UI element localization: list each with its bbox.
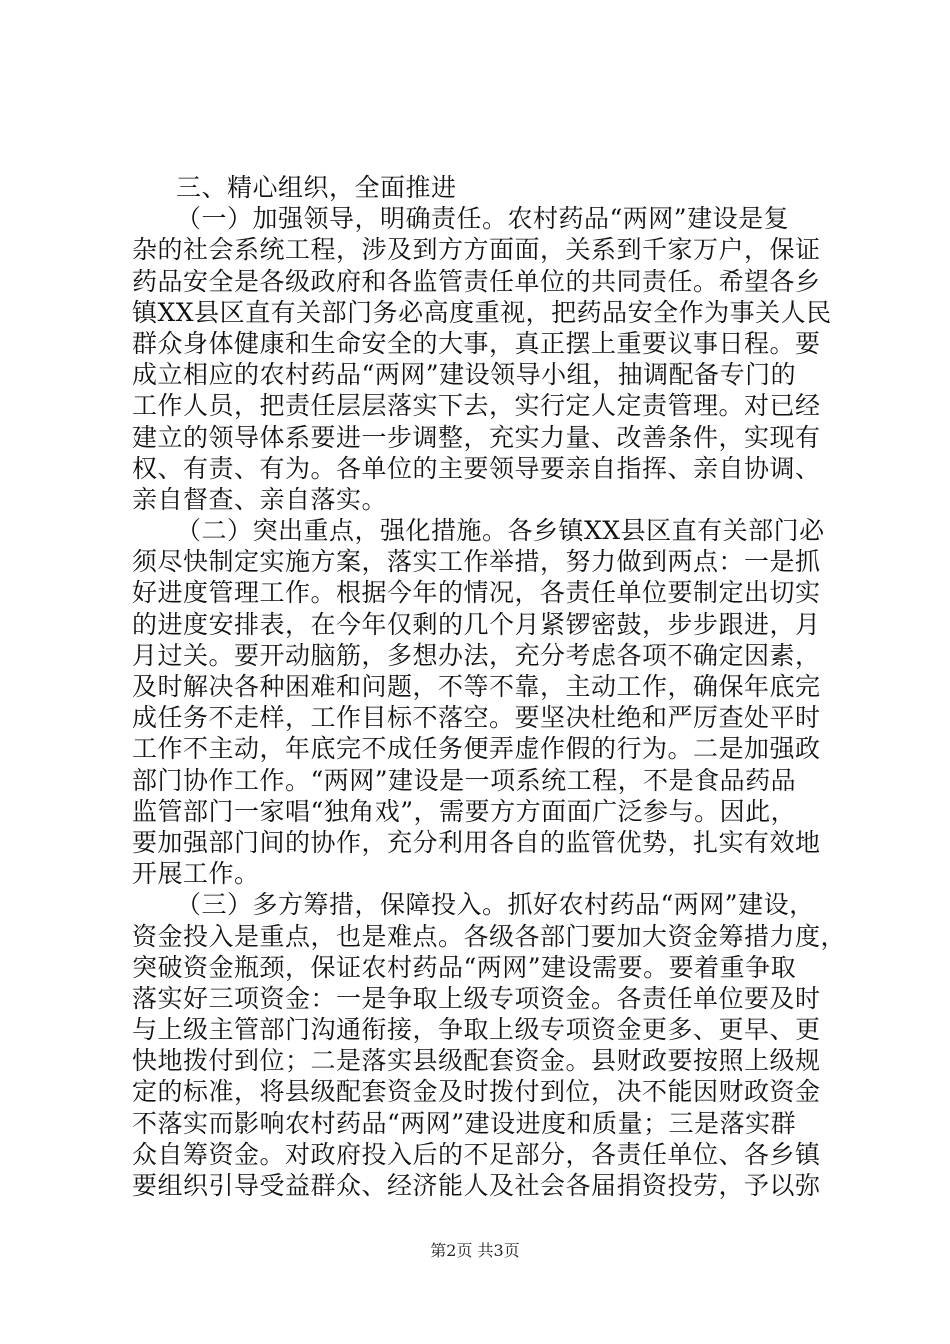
paragraph-1 — [132, 203, 832, 515]
paragraph-3 — [132, 889, 847, 1201]
paragraph-line: 不落实而影响农村药品“两网”建设进度和质量；三是落实群 — [132, 1108, 797, 1138]
paragraph-line: 要组织引导受益群众、经济能人及社会各届捐资投劳，予以弥 — [132, 1171, 821, 1200]
section-heading: 三、精心组织，全面推进 — [176, 173, 457, 202]
paragraph-line: 权、有责、有为。各单位的主要领导要亲自指挥、亲自协调、 — [132, 453, 821, 483]
paragraph-line: 建立的领导体系要进一步调整，充实力量、改善条件，实现有 — [132, 422, 821, 452]
paragraph-line: 突破资金瓶颈，保证农村药品“两网”建设需要。要着重争取 — [132, 952, 797, 982]
paragraph-line: （二）突出重点，强化措施。各乡镇XX县区直有关部门必 — [176, 516, 825, 546]
paragraph-line: 成任务不走样，工作目标不落空。要坚决杜绝和严厉查处平时 — [132, 703, 821, 733]
paragraph-line: 快地拨付到位；二是落实县级配套资金。县财政要按照上级规 — [132, 1046, 821, 1076]
paragraph-line: 药品安全是各级政府和各监管责任单位的共同责任。希望各乡 — [132, 266, 821, 296]
paragraph-line: （一）加强领导，明确责任。农村药品“两网”建设是复 — [176, 204, 790, 234]
paragraph-line: 群众身体健康和生命安全的大事，真正摆上重要议事日程。要 — [132, 328, 821, 358]
paragraph-line: 开展工作。 — [132, 859, 260, 889]
paragraph-line: 部门协作工作。“两网”建设是一项系统工程，不是食品药品 — [132, 765, 797, 795]
paragraph-line: （三）多方筹措，保障投入。抓好农村药品“两网”建设， — [176, 890, 815, 920]
paragraph-line: 工作人员，把责任层层落实下去，实行定人定责管理。对已经 — [132, 391, 821, 421]
paragraph-line: 的进度安排表，在今年仅剩的几个月紧锣密鼓，步步跟进，月 — [132, 609, 821, 639]
paragraph-line: 资金投入是重点，也是难点。各级各部门要加大资金筹措力度， — [132, 921, 847, 951]
paragraph-line: 定的标准，将县级配套资金及时拨付到位，决不能因财政资金 — [132, 1077, 821, 1107]
paragraph-line: 好进度管理工作。根据今年的情况，各责任单位要制定出切实 — [132, 578, 821, 608]
paragraph-line: 与上级主管部门沟通衔接，争取上级专项资金更多、更早、更 — [132, 1015, 821, 1045]
paragraph-line: 监管部门一家唱“独角戏”，需要方方面面广泛参与。因此， — [132, 796, 797, 826]
paragraph-line: 成立相应的农村药品“两网”建设领导小组，抽调配备专门的 — [132, 360, 797, 390]
paragraph-line: 月过关。要开动脑筋，多想办法，充分考虑各项不确定因素， — [132, 640, 821, 670]
paragraph-line: 杂的社会系统工程，涉及到方方面面，关系到千家万户，保证 — [132, 235, 821, 265]
paragraph-line: 镇XX县区直有关部门务必高度重视，把药品安全作为事关人民 — [132, 297, 832, 327]
paragraph-line: 众自筹资金。对政府投入后的不足部分，各责任单位、各乡镇 — [132, 1139, 821, 1169]
paragraph-line: 及时解决各种困难和问题，不等不靠，主动工作，确保年底完 — [132, 672, 821, 701]
paragraph-line: 落实好三项资金：一是争取上级专项资金。各责任单位要及时 — [132, 983, 821, 1013]
page-number-footer: 第2页 共3页 — [430, 1241, 520, 1260]
paragraph-2 — [132, 515, 825, 889]
paragraph-line: 要加强部门间的协作，充分利用各自的监管优势，扎实有效地 — [132, 827, 821, 857]
document-body — [132, 172, 847, 1201]
paragraph-line: 须尽快制定实施方案，落实工作举措，努力做到两点：一是抓 — [132, 547, 821, 577]
paragraph-line: 亲自督查、亲自落实。 — [132, 484, 388, 514]
paragraph-line: 工作不主动，年底完不成任务便弄虚作假的行为。二是加强政 — [132, 734, 821, 764]
